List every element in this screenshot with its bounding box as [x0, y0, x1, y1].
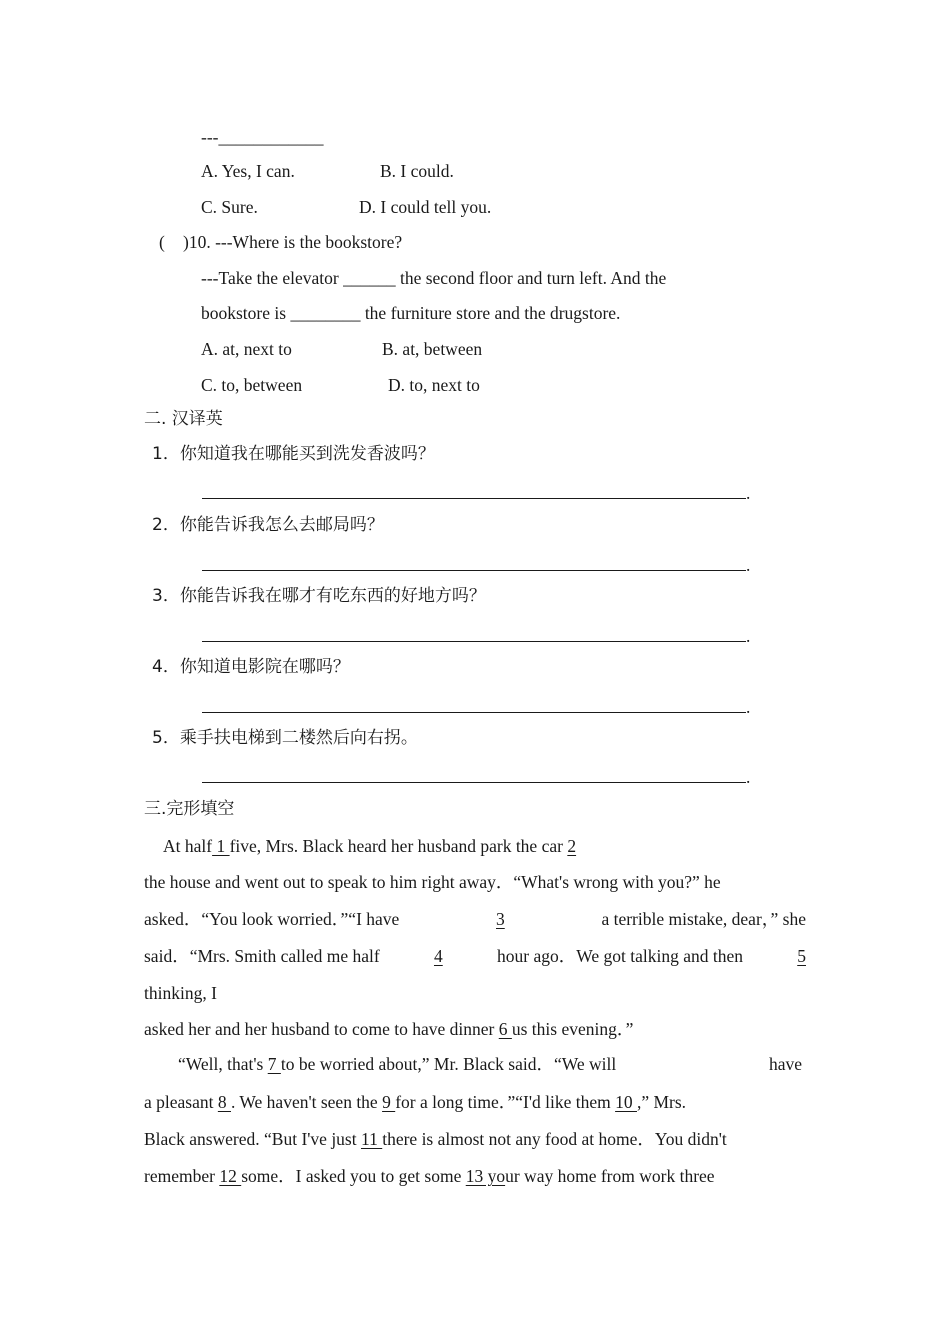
cloze-text: . We haven't seen the	[230, 1092, 383, 1112]
section3-title: 三.完形填空	[144, 799, 235, 819]
q9-option-c: C. Sure.	[201, 197, 258, 217]
answer-period-1: .	[746, 483, 751, 503]
answer-line-1[interactable]	[202, 498, 746, 499]
cloze-p2-line4	[144, 1168, 806, 1186]
cloze-text: a pleasant	[144, 1092, 218, 1112]
section2-item-3: 3．你能告诉我在哪才有吃东西的好地方吗？	[152, 586, 486, 606]
blank-5[interactable]: 5	[797, 946, 806, 966]
answer-line-3[interactable]	[202, 641, 746, 642]
blank-7[interactable]: 7	[267, 1054, 281, 1074]
blank-1[interactable]: 1	[212, 836, 230, 856]
cloze-p1-line3	[144, 911, 806, 929]
cloze-text: At half	[163, 836, 213, 856]
cloze-text: five, Mrs. Black heard her husband park the car	[229, 836, 568, 856]
answer-line-4[interactable]	[202, 712, 746, 713]
answer-line-5[interactable]	[202, 782, 746, 783]
cloze-text: asked．“You look worried．”“I have	[144, 909, 400, 929]
q10-question: )10. ---Where is the bookstore?	[183, 232, 403, 252]
answer-period-5: .	[746, 767, 751, 787]
blank-3[interactable]: 3	[496, 909, 505, 929]
q10-answer-paren: (	[159, 232, 165, 252]
answer-period-2: .	[746, 555, 751, 575]
cloze-p2-line2	[144, 1094, 806, 1112]
cloze-p1-line4	[144, 948, 806, 966]
blank-10[interactable]: 10	[615, 1092, 637, 1112]
blank-4[interactable]: 4	[433, 946, 443, 966]
cloze-text: ur way home from work three	[505, 1166, 715, 1186]
q10-option-d: D. to, next to	[388, 375, 480, 395]
cloze-p1-line5: thinking, I	[144, 983, 217, 1003]
q9-option-b: B. I could.	[380, 161, 454, 181]
cloze-text: asked her and her husband to come to have dinner	[144, 1019, 499, 1039]
blank-9[interactable]: 9	[382, 1092, 396, 1112]
answer-period-4: .	[746, 697, 751, 717]
section2-title: 二. 汉译英	[144, 409, 223, 429]
cloze-text: ,” Mrs.	[636, 1092, 687, 1112]
cloze-p2-line1	[178, 1056, 616, 1074]
cloze-text: a terrible mistake, dear，” she	[601, 909, 806, 929]
cloze-text: hour ago．We got talking and then	[497, 946, 743, 966]
cloze-p2-line3	[144, 1131, 806, 1149]
blank-6[interactable]: 6	[498, 1019, 512, 1039]
blank-12[interactable]: 12	[219, 1166, 242, 1186]
cloze-p2-line1-end: have	[769, 1054, 803, 1074]
cloze-p1-line6	[144, 1021, 633, 1039]
blank-8[interactable]: 8	[217, 1092, 231, 1112]
answer-period-3: .	[746, 626, 751, 646]
section2-item-4: 4．你知道电影院在哪吗？	[152, 657, 350, 677]
cloze-text: said．“Mrs. Smith called me half	[144, 946, 380, 966]
blank-11[interactable]: 11	[360, 1129, 383, 1149]
cloze-text: remember	[144, 1166, 220, 1186]
q10-option-c: C. to, between	[201, 375, 303, 395]
cloze-p1-line1	[163, 838, 576, 856]
cloze-p1-line2: the house and went out to speak to him right away．“What's wrong with you?” he	[144, 872, 721, 892]
section2-item-1: 1．你知道我在哪能买到洗发香波吗？	[152, 444, 435, 464]
cloze-text: Black answered. “But I've just	[144, 1129, 361, 1149]
cloze-text: there is almost not any food at home．You didn't	[382, 1129, 727, 1149]
q9-answer-prompt: ---____________	[201, 127, 324, 147]
cloze-text: us this evening．”	[511, 1019, 634, 1039]
cloze-text: for a long time．”“I'd like them	[395, 1092, 616, 1112]
cloze-text: “Well, that's	[178, 1054, 268, 1074]
blank-13[interactable]: 13 yo	[465, 1166, 506, 1186]
q10-line2: bookstore is ________ the furniture store and the drugstore.	[201, 303, 621, 323]
blank-2[interactable]: 2	[567, 836, 577, 856]
cloze-text: to be worried about,” Mr. Black said．“We will	[280, 1054, 617, 1074]
q10-line1: ---Take the elevator ______ the second floor and turn left. And the	[201, 268, 667, 288]
q10-option-a: A. at, next to	[201, 339, 292, 359]
q10-option-b: B. at, between	[382, 339, 483, 359]
q9-option-d: D. I could tell you.	[359, 197, 492, 217]
q9-option-a: A. Yes, I can.	[201, 161, 295, 181]
cloze-text: some．I asked you to get some	[241, 1166, 466, 1186]
answer-line-2[interactable]	[202, 570, 746, 571]
section2-item-2: 2．你能告诉我怎么去邮局吗？	[152, 515, 384, 535]
section2-item-5: 5．乘手扶电梯到二楼然后向右拐。	[152, 728, 418, 748]
